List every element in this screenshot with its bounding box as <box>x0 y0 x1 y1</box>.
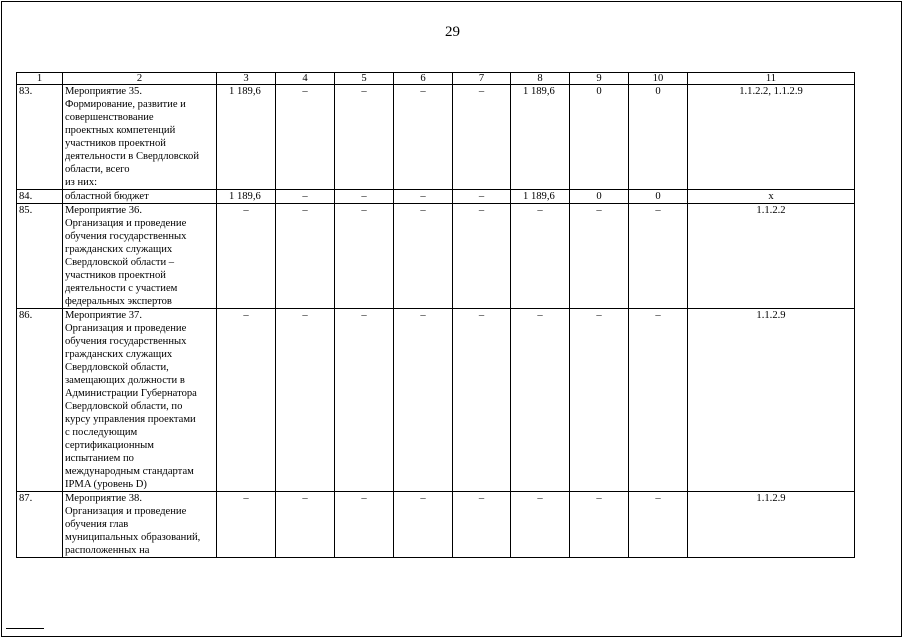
description-line: проектных компетенций <box>65 125 176 136</box>
target-ref-cell: 1.1.2.2 <box>688 204 855 309</box>
footer-rule <box>6 628 44 629</box>
description-line: испытанием по <box>65 453 134 464</box>
value-cell: 0 <box>629 85 688 190</box>
header-cell: 10 <box>629 73 688 85</box>
description-line: IPMA (уровень D) <box>65 479 147 490</box>
event-description <box>63 492 217 558</box>
value-cell: – <box>511 492 570 558</box>
value-cell: – <box>217 309 276 492</box>
value-cell: – <box>629 309 688 492</box>
row-number: 87. <box>17 492 63 558</box>
description-line: расположенных на <box>65 545 150 556</box>
header-cell: 2 <box>63 73 217 85</box>
description-line: Администрации Губернатора <box>65 388 197 399</box>
header-cell: 6 <box>394 73 453 85</box>
header-cell: 11 <box>688 73 855 85</box>
value-cell: – <box>335 85 394 190</box>
value-cell: – <box>276 85 335 190</box>
event-description <box>63 309 217 492</box>
row-number: 86. <box>17 309 63 492</box>
value-cell: – <box>453 492 511 558</box>
value-cell: 0 <box>570 85 629 190</box>
value-cell: 1 189,6 <box>511 190 570 204</box>
description-line: деятельности с участием <box>65 283 178 294</box>
value-cell: – <box>394 309 453 492</box>
value-cell: – <box>217 492 276 558</box>
description-line: муниципальных образований, <box>65 532 201 543</box>
header-cell: 3 <box>217 73 276 85</box>
description-line: Мероприятие 37. <box>65 310 142 321</box>
value-cell: – <box>276 204 335 309</box>
description-line: с последующим <box>65 427 138 438</box>
value-cell: 0 <box>629 190 688 204</box>
target-ref-cell: 1.1.2.9 <box>688 309 855 492</box>
description-line: замещающих должности в <box>65 375 185 386</box>
description-line: участников проектной <box>65 270 166 281</box>
value-cell: – <box>629 204 688 309</box>
value-cell: – <box>511 204 570 309</box>
value-cell: – <box>394 204 453 309</box>
value-cell: – <box>394 190 453 204</box>
description-line: Мероприятие 38. <box>65 493 142 504</box>
value-cell: – <box>276 190 335 204</box>
value-cell: – <box>276 492 335 558</box>
table-row <box>17 492 855 558</box>
description-line: совершенствование <box>65 112 154 123</box>
value-cell: 0 <box>570 190 629 204</box>
description-line: Свердловской области, <box>65 362 169 373</box>
budget-table <box>16 72 855 558</box>
description-line: Мероприятие 36. <box>65 205 142 216</box>
table-header-row <box>17 73 855 85</box>
description-line: гражданских служащих <box>65 349 173 360</box>
description-line: федеральных экспертов <box>65 296 172 307</box>
value-cell: 1 189,6 <box>217 190 276 204</box>
description-line: обучения глав <box>65 519 129 530</box>
row-number: 84. <box>17 190 63 204</box>
table-row <box>17 309 855 492</box>
page-number: 29 <box>445 24 460 40</box>
value-cell: 1 189,6 <box>511 85 570 190</box>
value-cell: – <box>217 204 276 309</box>
description-line: курсу управления проектами <box>65 414 196 425</box>
description-line: Мероприятие 35. <box>65 86 142 97</box>
description-line: областной бюджет <box>65 191 149 202</box>
target-ref-cell: 1.1.2.2, 1.1.2.9 <box>688 85 855 190</box>
value-cell: – <box>570 204 629 309</box>
table-row <box>17 85 855 190</box>
value-cell: – <box>629 492 688 558</box>
header-cell: 8 <box>511 73 570 85</box>
description-line: области, всего <box>65 164 130 175</box>
header-cell: 7 <box>453 73 511 85</box>
target-ref-cell: 1.1.2.9 <box>688 492 855 558</box>
description-line: Организация и проведение <box>65 323 187 334</box>
value-cell: – <box>335 309 394 492</box>
target-ref-cell: х <box>688 190 855 204</box>
event-description <box>63 85 217 190</box>
description-line: Формирование, развитие и <box>65 99 186 110</box>
description-line: обучения государственных <box>65 336 187 347</box>
value-cell: – <box>335 492 394 558</box>
table-row <box>17 190 855 204</box>
value-cell: – <box>453 204 511 309</box>
event-description <box>63 204 217 309</box>
value-cell: – <box>394 85 453 190</box>
description-line: сертификационным <box>65 440 155 451</box>
description-line: участников проектной <box>65 138 166 149</box>
row-number: 83. <box>17 85 63 190</box>
value-cell: – <box>570 309 629 492</box>
description-line: международным стандартам <box>65 466 194 477</box>
value-cell: – <box>335 204 394 309</box>
description-line: Организация и проведение <box>65 506 187 517</box>
value-cell: – <box>570 492 629 558</box>
description-line: Организация и проведение <box>65 218 187 229</box>
value-cell: 1 189,6 <box>217 85 276 190</box>
description-line: гражданских служащих <box>65 244 173 255</box>
value-cell: – <box>453 190 511 204</box>
description-line: Свердловской области, по <box>65 401 183 412</box>
description-line: Свердловской области – <box>65 257 175 268</box>
row-number: 85. <box>17 204 63 309</box>
description-line: обучения государственных <box>65 231 187 242</box>
value-cell: – <box>394 492 453 558</box>
value-cell: – <box>511 309 570 492</box>
value-cell: – <box>335 190 394 204</box>
header-cell: 4 <box>276 73 335 85</box>
header-cell: 1 <box>17 73 63 85</box>
description-line: деятельности в Свердловской <box>65 151 199 162</box>
description-line: из них: <box>65 177 98 188</box>
table-row <box>17 204 855 309</box>
header-cell: 9 <box>570 73 629 85</box>
value-cell: – <box>453 309 511 492</box>
header-cell: 5 <box>335 73 394 85</box>
event-description <box>63 190 217 204</box>
value-cell: – <box>276 309 335 492</box>
value-cell: – <box>453 85 511 190</box>
